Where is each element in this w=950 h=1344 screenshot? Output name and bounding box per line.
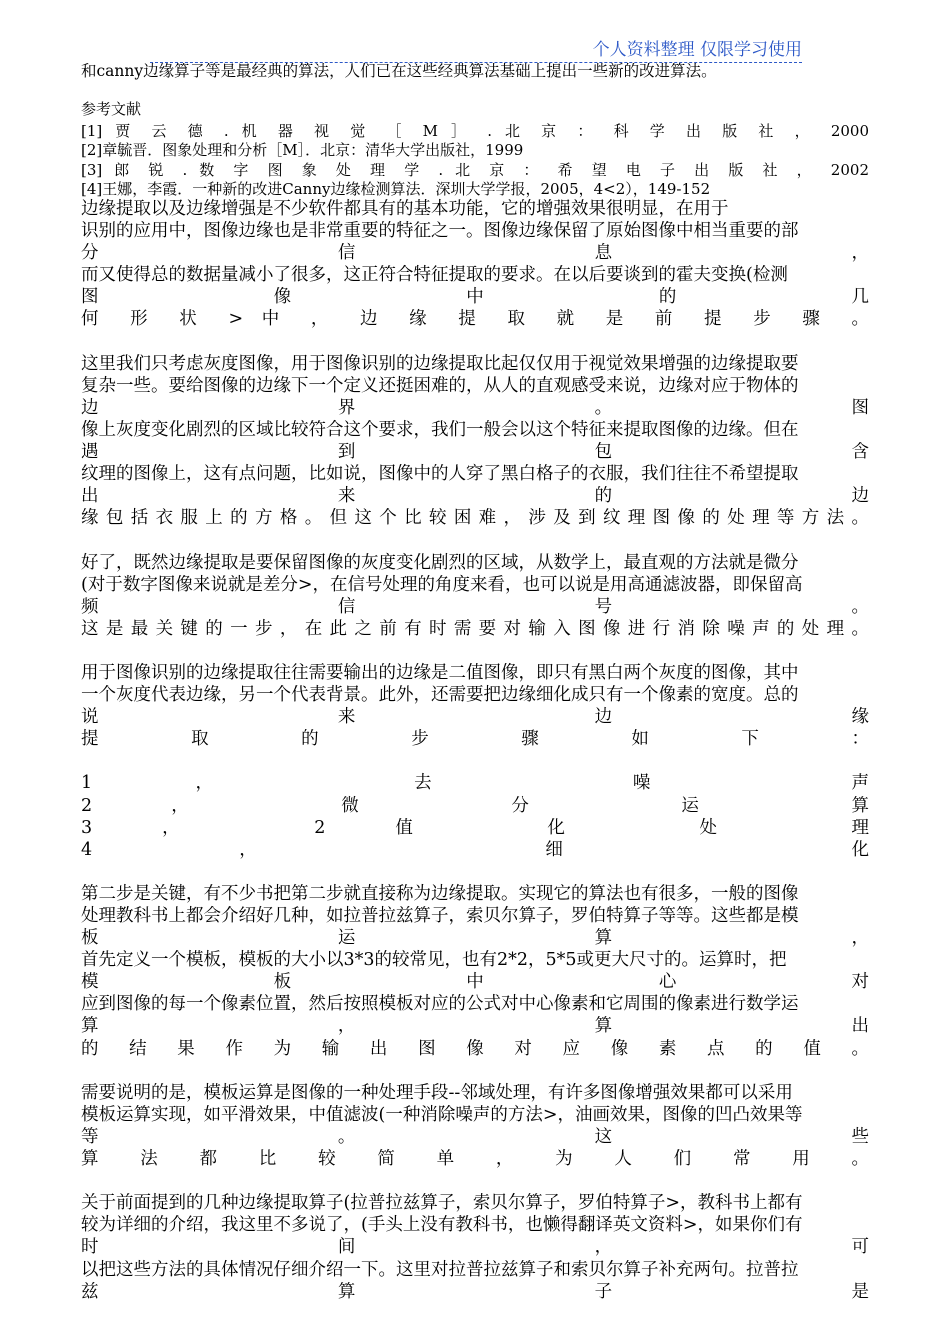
text-line: (对于数字图像来说就是差分>，在信号处理的角度来看，也可以说是用高通滤波器，即保留高 [81, 574, 803, 595]
text-line: 等 。 这 些 [81, 1126, 869, 1147]
list-item: 3 ， 2 值 化 处 理 [81, 817, 869, 838]
text-line: 的 结 果 作 为 输 出 图 像 对 应 像 素 点 的 值 。 [81, 1038, 869, 1059]
text-line: 第二步是关键，有不少书把第二步就直接称为边缘提取。实现它的算法也有很多，一般的图像 [81, 883, 799, 904]
text-line: 以把这些方法的具体情况仔细介绍一下。这里对拉普拉兹算子和索贝尔算子补充两句。拉普拉 [81, 1259, 799, 1280]
text-line: 复杂一些。要给图像的边缘下一个定义还挺困难的，从人的直观感受来说，边缘对应于物体的 [81, 375, 799, 396]
text-line: 算 法 都 比 较 简 单 ， 为 人 们 常 用 。 [81, 1149, 869, 1170]
text-line: 出 来 的 边 [81, 486, 869, 507]
intro-text: 和canny边缘算子等是最经典的算法，人们已在这些经典算法基础上提出一些新的改进算法。 [81, 62, 717, 80]
reference-item: [1] 贾 云 德 . 机 器 视 觉 ［ M ］ . 北 京 ： 科 学 出 版 社 ， 2000 [81, 121, 869, 140]
text-line: 模板运算实现，如平滑效果，中值滤波(一种消除噪声的方法>，油画效果，图像的凹凸效果等 [81, 1104, 803, 1125]
text-line: 算 ， 算 出 [81, 1016, 869, 1037]
text-line: 分 信 息 ， [81, 243, 869, 264]
text-line: 边缘提取以及边缘增强是不少软件都具有的基本功能，它的增强效果很明显，在用于 [81, 199, 729, 219]
text-line: 这 是 最 关 键 的 一 步 ， 在 此 之 前 有 时 需 要 对 输 入 图 像 进 行 消 除 噪 声 的 处 理 。 [81, 618, 869, 639]
text-line: 板 运 算 ， [81, 928, 869, 949]
article-body [81, 198, 869, 1303]
text-line: 说 来 边 缘 [81, 707, 869, 728]
text-line: 需要说明的是，模板运算是图像的一种处理手段--邻域处理，有许多图像增强效果都可以采用 [81, 1082, 793, 1103]
steps-list [81, 772, 869, 860]
text-line: 遇 到 包 含 [81, 442, 869, 463]
text-line: 首先定义一个模板，模板的大小以3*3的较常见，也有2*2，5*5或更大尺寸的。运算时，把 [81, 950, 787, 971]
text-line: 像上灰度变化剧烈的区域比较符合这个要求，我们一般会以这个特征来提取图像的边缘。但在 [81, 419, 799, 440]
text-line: 频 信 号 。 [81, 596, 869, 617]
list-item: 2 ， 微 分 运 算 [81, 795, 869, 816]
text-line: 图 像 中 的 几 [81, 287, 869, 308]
paragraph-4 [81, 662, 869, 750]
text-line: 好了，既然边缘提取是要保留图像的灰度变化剧烈的区域，从数学上，最直观的方法就是微分 [81, 552, 799, 573]
text-line: 一个灰度代表边缘，另一个代表背景。此外，还需要把边缘细化成只有一个像素的宽度。总的 [81, 685, 799, 706]
reference-item: [2]章毓晋．图象处理和分析［M］．北京：清华大学出版社，1999 [81, 141, 524, 159]
references-title: 参考文献 [81, 100, 142, 118]
text-line: 较为详细的介绍，我这里不多说了，(手头上没有教科书，也懒得翻译英文资料>，如果你们有 [81, 1215, 803, 1236]
paragraph-7 [81, 1192, 869, 1302]
header-watermark-note: 个人资料整理 仅限学习使用 [150, 40, 802, 63]
text-line: 而又使得总的数据量减小了很多，这正符合特征提取的要求。在以后要谈到的霍夫变换(检测 [81, 265, 788, 286]
paragraph-6 [81, 1082, 869, 1170]
text-line: 处理教科书上都会介绍好几种，如拉普拉兹算子，索贝尔算子，罗伯特算子等等。这些都是模 [81, 906, 799, 926]
list-item: 1 ， 去 噪 声 [81, 773, 869, 794]
list-item: 4 ， 细 化 [81, 839, 869, 860]
text-line: 时 间 ， 可 [81, 1237, 869, 1258]
text-line: 识别的应用中，图像边缘也是非常重要的特征之一。图像边缘保留了原始图像中相当重要的部 [81, 221, 799, 242]
text-line: 缘 包 括 衣 服 上 的 方 格 。 但 这 个 比 较 困 难 ， 涉 及 到 纹 理 图 像 的 处 理 等 方 法 。 [81, 508, 869, 529]
paragraph-5 [81, 883, 869, 1060]
text-line: 提 取 的 步 骤 如 下 ： [81, 729, 869, 750]
text-line: 边 界 。 图 [81, 397, 869, 418]
text-line: 模 板 中 心 对 [81, 972, 869, 993]
text-line: 何 形 状 > 中 ， 边 缘 提 取 就 是 前 提 步 骤 。 [81, 309, 869, 330]
paragraph-1 [81, 198, 869, 331]
text-line: 应到图像的每一个像素位置，然后按照模板对应的公式对中心像素和它周围的像素进行数学运 [81, 994, 799, 1015]
reference-item: [3] 郎 锐 . 数 字 图 象 处 理 学 . 北 京 ： 希 望 电 子 出 版 社 ， 2002 [81, 160, 869, 179]
text-line: 用于图像识别的边缘提取往往需要输出的边缘是二值图像，即只有黑白两个灰度的图像，其中 [81, 662, 799, 683]
paragraph-3 [81, 552, 869, 640]
reference-item: [4]王娜，李霞．一种新的改进Canny边缘检测算法．深圳大学学报，2005，4<2），149-152 [81, 180, 711, 198]
paragraph-2 [81, 353, 869, 530]
text-line: 关于前面提到的几种边缘提取算子(拉普拉兹算子，索贝尔算子，罗伯特算子>，教科书上都有 [81, 1193, 803, 1214]
text-line: 这里我们只考虑灰度图像，用于图像识别的边缘提取比起仅仅用于视觉效果增强的边缘提取要 [81, 353, 799, 374]
text-line: 纹理的图像上，这有点问题，比如说，图像中的人穿了黑白格子的衣服，我们往往不希望提取 [81, 464, 799, 485]
text-line: 兹 算 子 是 [81, 1281, 869, 1302]
references-section [81, 100, 869, 200]
